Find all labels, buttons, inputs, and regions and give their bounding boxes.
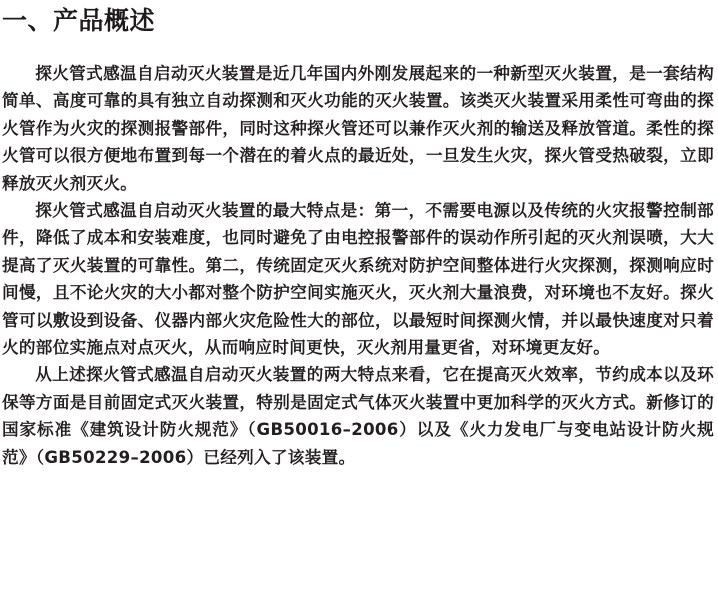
paragraph-features: 探火管式感温自启动灭火装置的最大特点是：第一，不需要电源以及传统的火灾报警控制部件，降低了成本和安装难度，也同时避免了由电控报警部件的误动作所引起的灭火剂误喷，大大提高了灭火装置的可靠性。第二，传统固定灭火系统对防护空间整体进行火灾探测，探测响应时间慢，且不论火灾的大小都对整个防护空间实施灭火，灭火剂大量浪费，对环境也不友好。探火管可以敷设到设备、仪器内部火灾危险性大的部位，以最短时间探测火情，并以最快速度对只着火的部位实施点对点灭火，从而响应时间更快，灭火剂用量更省，对环境更友好。	[2, 201, 714, 358]
paragraph-standards: 从上述探火管式感温自启动灭火装置的两大特点来看，它在提高灭火效率，节约成本以及环保等方面是目前固定式灭火装置，特别是固定式气体灭火装置中更加科学的灭火方式。新修订的国家标准《建筑设计防火规范》（GB50016–2006）以及《火力发电厂与变电站设计防火规范》（GB50229–2006）已经列入了该装置。	[2, 365, 714, 467]
section-title: 一、产品概述	[2, 6, 156, 35]
paragraph-overview: 探火管式感温自启动灭火装置是近几年国内外刚发展起来的一种新型灭火装置，是一套结构简单、高度可靠的具有独立自动探测和灭火功能的灭火装置。该类灭火装置采用柔性可弯曲的探火管作为火灾的探测报警部件，同时这种探火管还可以兼作灭火剂的输送及释放管道。柔性的探火管可以很方便地布置到每一个潜在的着火点的最近处，一旦发生火灾，探火管受热破裂，立即释放灭火剂灭火。	[2, 64, 714, 193]
document	[2, 4, 714, 471]
